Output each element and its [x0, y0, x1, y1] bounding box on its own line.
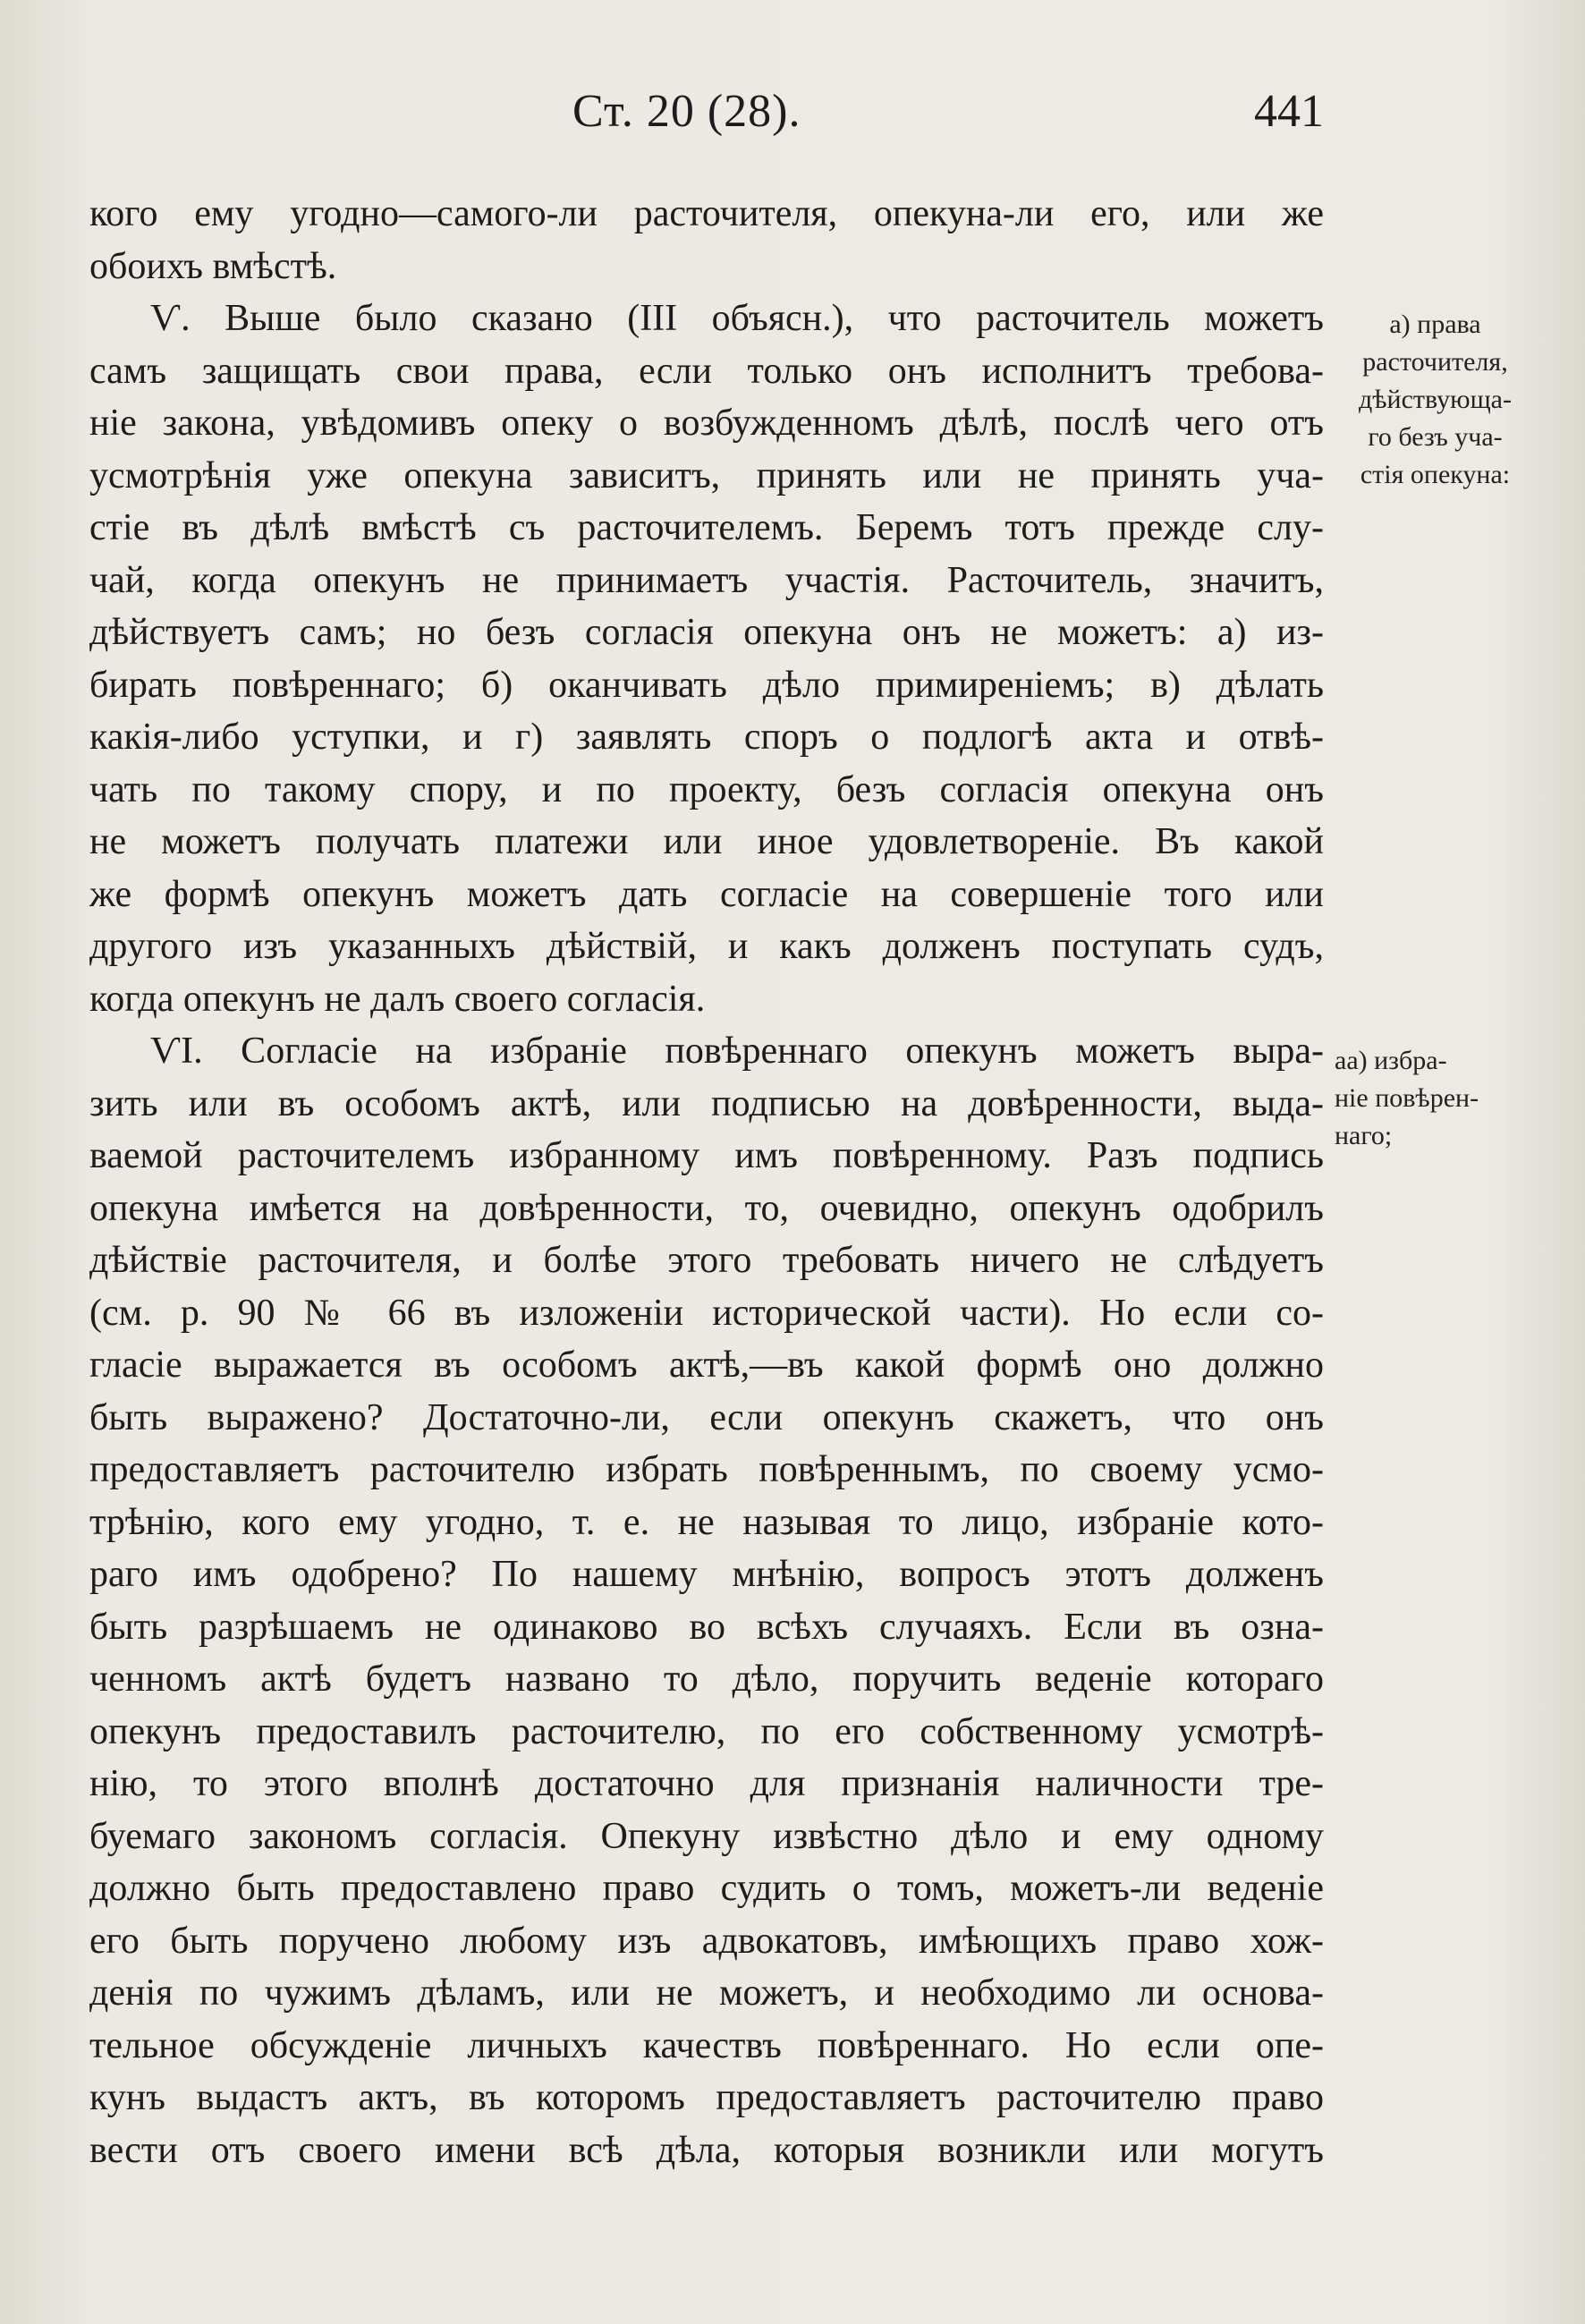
text-line: тельное обсужденіе личныхъ качествъ повѣреннаго. Но если опе- — [89, 2024, 1324, 2066]
margin-note-line: аа) избра- — [1335, 1046, 1447, 1075]
text-line: чай, когда опекунъ не принимаетъ участія. Расточитель, значитъ, — [89, 559, 1324, 601]
text-line: ченномъ актѣ будетъ названо то дѣло, поручить веденіе котораго — [89, 1658, 1324, 1700]
text-line: раго имъ одобрено? По нашему мнѣнію, вопросъ этотъ долженъ — [89, 1554, 1324, 1595]
text-line: быть выражено? Достаточно-ли, если опекунъ скажетъ, что онъ — [89, 1396, 1324, 1438]
text-line: кого ему угодно—самого-ли расточителя, опекуна-ли его, или же — [89, 193, 1324, 234]
text-line: дѣйствіе расточителя, и болѣе этого требовать ничего не слѣдуетъ — [89, 1240, 1324, 1281]
paragraph-vi-start: ѴI. Согласіе на избраніе повѣреннаго опекунъ можетъ выра- — [150, 1031, 1324, 1072]
text-line: стіе въ дѣлѣ вмѣстѣ съ расточителемъ. Беремъ тотъ прежде слу- — [89, 507, 1324, 548]
margin-note-a — [1335, 306, 1536, 494]
margin-note-line: стія опекуна: — [1360, 460, 1511, 489]
text-line: не можетъ получать платежи или иное удовлетвореніе. Въ какой — [89, 821, 1324, 862]
text-line: (см. р. 90 № 66 въ изложеніи исторической части). Но если со- — [89, 1292, 1324, 1334]
margin-note-line: дѣйствующа- — [1359, 385, 1512, 414]
margin-note-aa — [1335, 1042, 1536, 1155]
text-line: буемаго закономъ согласія. Опекуну извѣстно дѣло и ему одному — [89, 1815, 1324, 1857]
text-line: когда опекунъ не далъ своего согласія. — [89, 978, 706, 1020]
text-line: денія по чужимъ дѣламъ, или не можетъ, и необходимо ли основа- — [89, 1972, 1324, 2014]
text-line: опекуна имѣется на довѣренности, то, очевидно, опекунъ одобрилъ — [89, 1187, 1324, 1229]
text-line: нію, то этого вполнѣ достаточно для признанія наличности тре- — [89, 1763, 1324, 1804]
text-line: самъ защищать свои права, если только онъ исполнитъ требова- — [89, 350, 1324, 392]
text-line: зить или въ особомъ актѣ, или подписью на довѣренности, выда- — [89, 1082, 1324, 1124]
text-line: должно быть предоставлено право судить о томъ, можетъ-ли веденіе — [89, 1868, 1324, 1909]
text-line: ніе закона, увѣдомивъ опеку о возбужденномъ дѣлѣ, послѣ чего отъ — [89, 403, 1324, 444]
text-line: же формѣ опекунъ можетъ дать согласіе на совершеніе того или — [89, 873, 1324, 915]
text-line: бирать повѣреннаго; б) оканчивать дѣло примиреніемъ; в) дѣлать — [89, 664, 1324, 706]
text-line: ваемой расточителемъ избранному имъ повѣренному. Разъ подпись — [89, 1135, 1324, 1176]
header-title: Ст. 20 (28). — [572, 86, 801, 137]
text-line: обоихъ вмѣстѣ. — [89, 245, 337, 287]
margin-note-line: расточителя, — [1362, 347, 1508, 377]
margin-note-line: наго; — [1335, 1121, 1393, 1150]
text-line: дѣйствуетъ самъ; но безъ согласія опекуна онъ не можетъ: а) из- — [89, 612, 1324, 653]
margin-note-line: а) права — [1389, 310, 1481, 339]
text-line: какія-либо уступки, и г) заявлять споръ о подлогѣ акта и отвѣ- — [89, 717, 1324, 758]
text-line: гласіе выражается въ особомъ актѣ,—въ какой формѣ оно должно — [89, 1344, 1324, 1386]
text-line: предоставляетъ расточителю избрать повѣреннымъ, по своему усмо- — [89, 1449, 1324, 1490]
text-line: быть разрѣшаемъ не одинаково во всѣхъ случаяхъ. Если въ озна- — [89, 1606, 1324, 1648]
text-line: усмотрѣнія уже опекуна зависитъ, принять или не принять уча- — [89, 454, 1324, 496]
running-header — [89, 85, 1324, 157]
text-line: его быть поручено любому изъ адвокатовъ, имѣющихъ право хож- — [89, 1920, 1324, 1962]
text-line: кунъ выдастъ актъ, въ которомъ предоставляетъ расточителю право — [89, 2077, 1324, 2118]
page-number: 441 — [1254, 86, 1324, 137]
text-line: трѣнію, кого ему угодно, т. е. не называя то лицо, избраніе кото- — [89, 1501, 1324, 1543]
text-line: чать по такому спору, и по проекту, безъ согласія опекуна онъ — [89, 768, 1324, 810]
main-text — [89, 188, 1324, 2176]
margin-note-line: ніе повѣрен- — [1335, 1083, 1479, 1113]
text-line: другого изъ указанныхъ дѣйствій, и какъ долженъ поступать судъ, — [89, 926, 1324, 967]
text-line: вести отъ своего имени всѣ дѣла, которыя возникли или могутъ — [89, 2129, 1324, 2171]
margin-note-line: го безъ уча- — [1368, 422, 1503, 452]
text-line: опекунъ предоставилъ расточителю, по его собственному усмотрѣ- — [89, 1710, 1324, 1752]
paragraph-v-start: Ѵ. Выше было сказано (III объясн.), что расточитель можетъ — [150, 298, 1324, 339]
